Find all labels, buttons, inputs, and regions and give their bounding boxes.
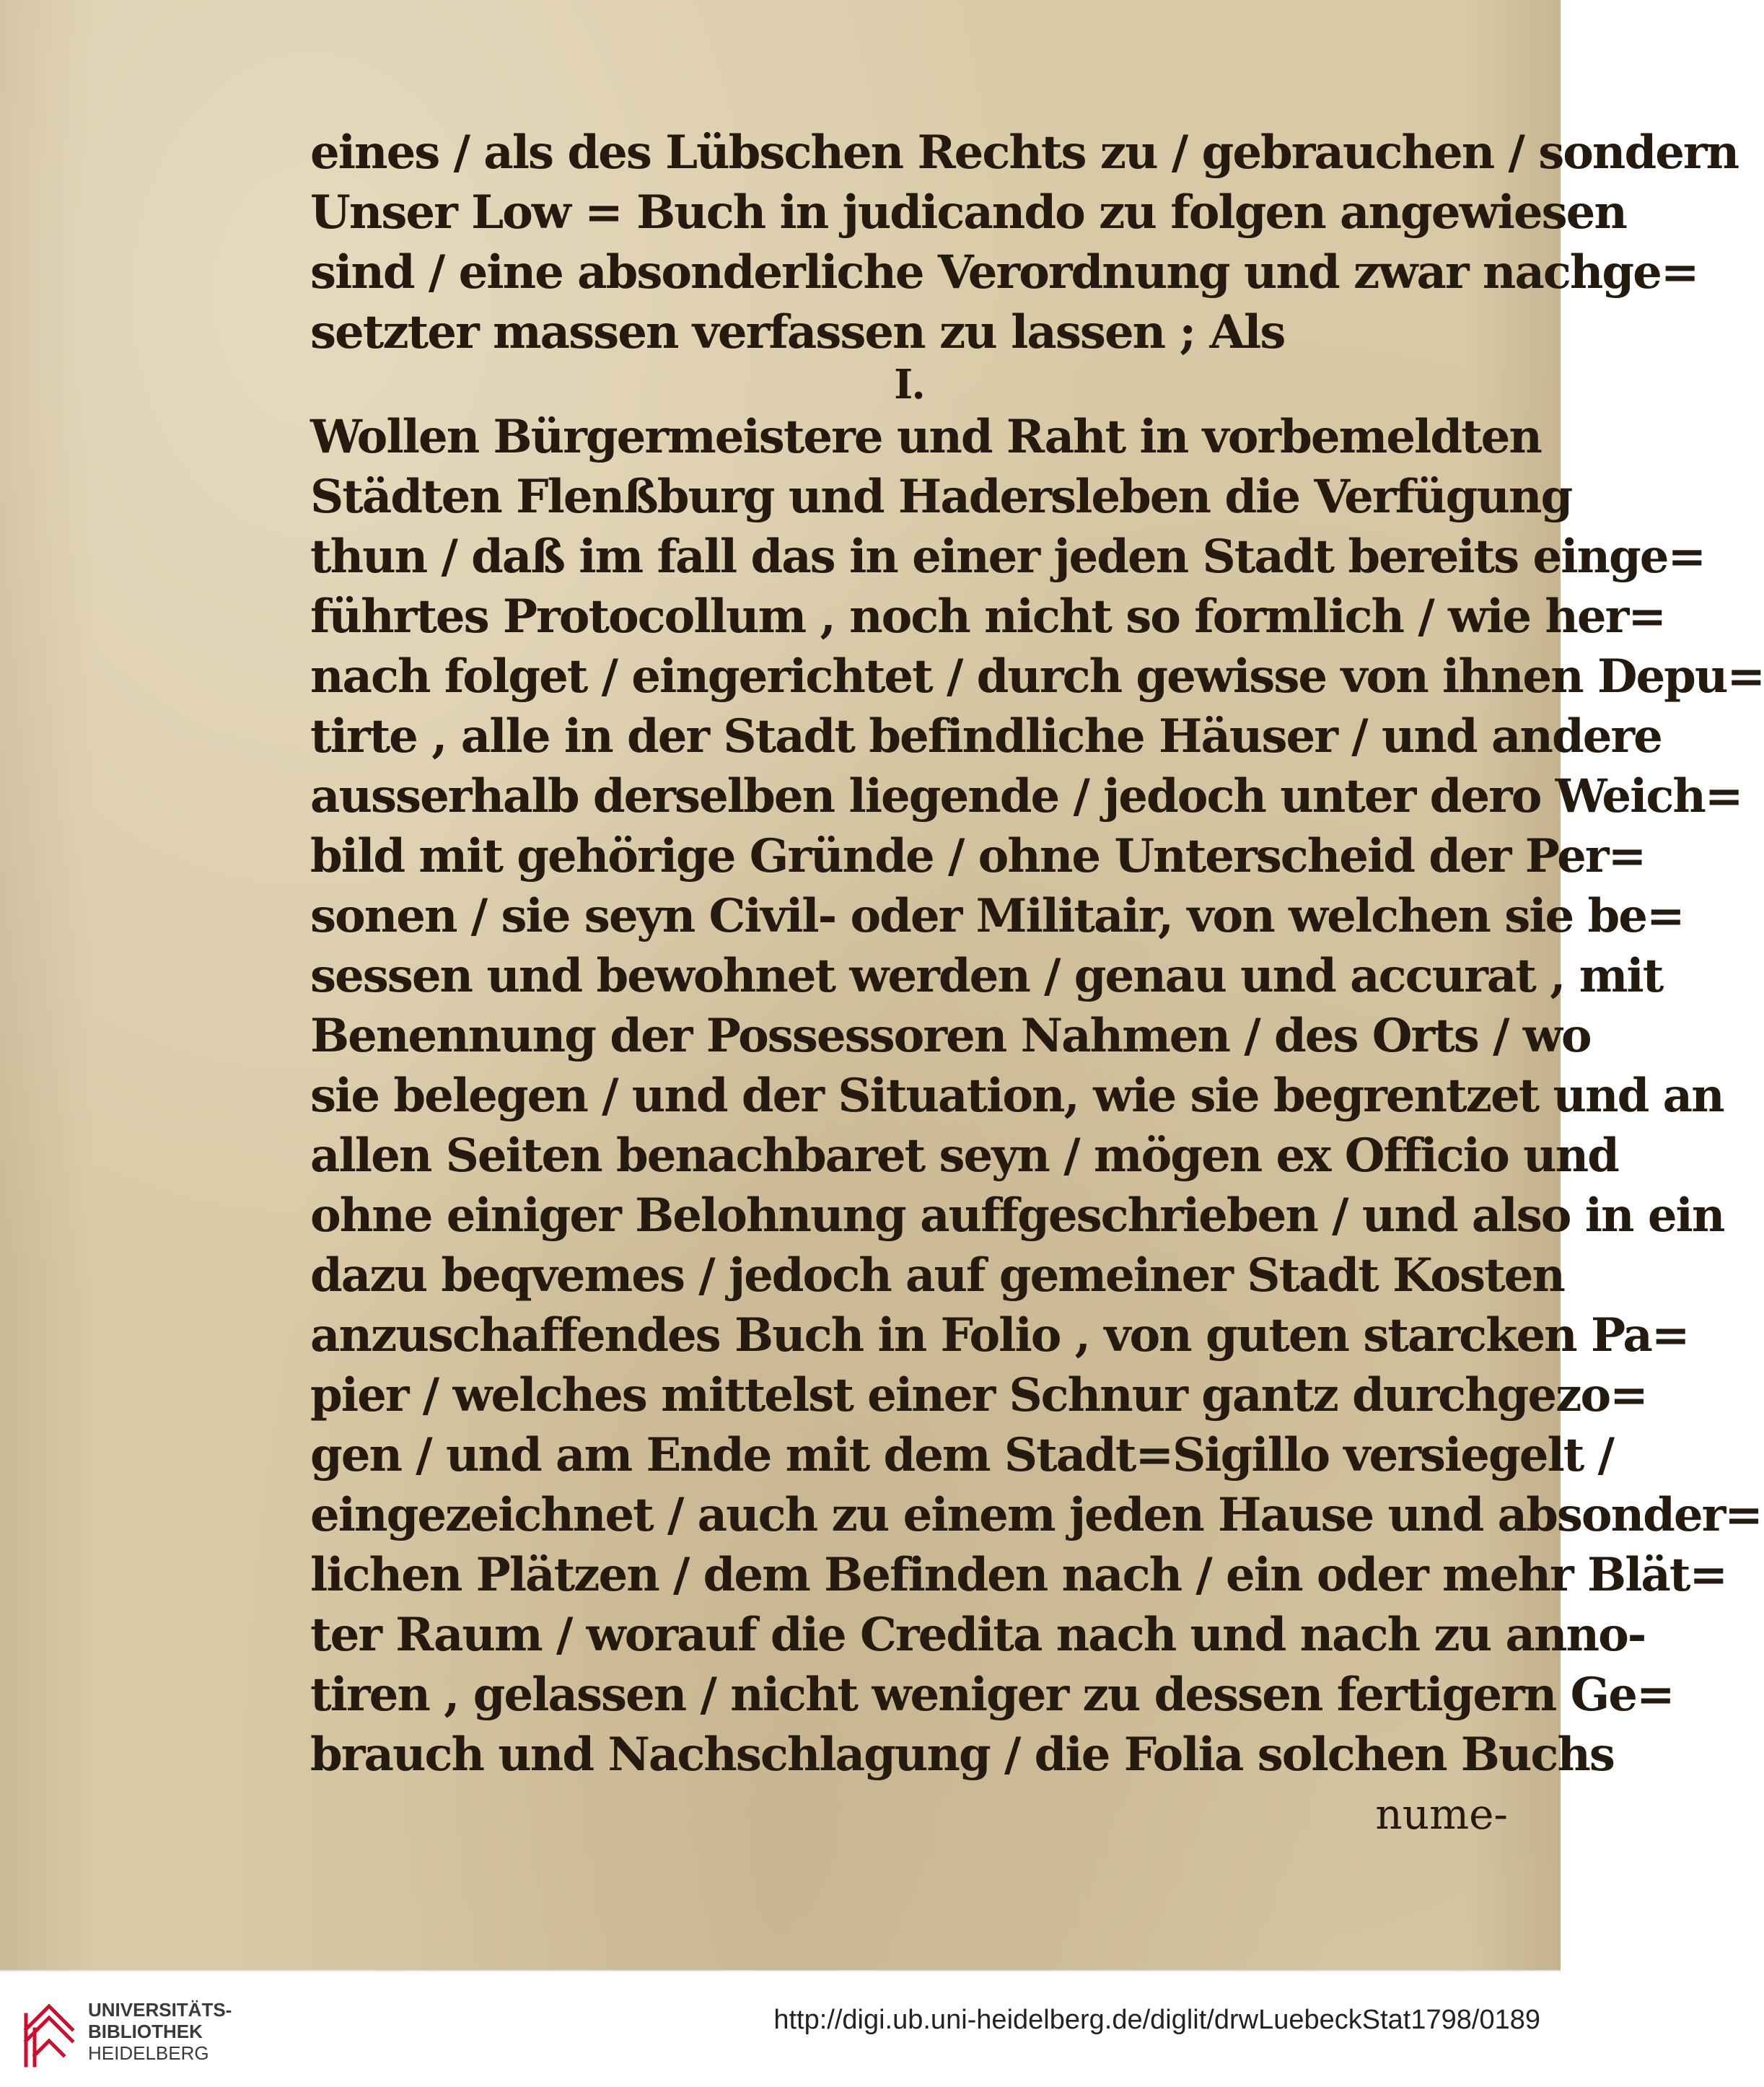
text-line-24: eingezeichnet / auch zu einem jeden Hause und absonder= [310, 1488, 1762, 1542]
library-name-line-2: BIBLIOTHEK [88, 2021, 203, 2042]
ub-heidelberg-logo-icon[interactable] [20, 1986, 79, 2071]
text-line-20: dazu beqvemes / jedoch auf gemeiner Stadt Kosten [310, 1248, 1564, 1303]
text-line-27: tiren , gelassen / nicht weniger zu dessen fertigern Ge= [310, 1668, 1674, 1722]
library-name-line-1: UNIVERSITÄTS- [88, 1999, 232, 2021]
text-line-9: führtes Protocollum , noch nicht so formlich / wie her= [310, 590, 1665, 644]
text-line-16: Benennung der Possessoren Nahmen / des Orts / wo [310, 1009, 1591, 1063]
text-line-8: thun / daß im fall das in einer jeden Stadt bereits einge= [310, 530, 1706, 584]
text-line-1: eines / als des Lübschen Rechts zu / gebrauchen / sondern [310, 126, 1739, 180]
text-line-21: anzuschaffendes Buch in Folio , von guten starcken Pa= [310, 1308, 1689, 1362]
source-url-link[interactable]: http://digi.ub.uni-heidelberg.de/diglit/drwLuebeckStat1798/0189 [773, 2005, 1540, 2035]
catchword: nume- [1375, 1790, 1508, 1839]
text-line-19: ohne einiger Belohnung auffgeschrieben / und also in ein [310, 1189, 1724, 1243]
section-number: I. [894, 361, 924, 408]
text-line-10: nach folget / eingerichtet / durch gewisse von ihnen Depu= [310, 649, 1764, 704]
library-name-line-3: HEIDELBERG [88, 2042, 209, 2064]
text-line-6: Wollen Bürgermeistere und Raht in vorbemeldten [310, 410, 1541, 464]
text-line-17: sie belegen / und der Situation, wie sie begrentzet und an [310, 1069, 1724, 1123]
text-line-26: ter Raum / worauf die Credita nach und nach zu anno- [310, 1608, 1646, 1662]
text-line-2: Unser Low = Buch in judicando zu folgen angewiesen [310, 185, 1626, 240]
text-line-28: brauch und Nachschlagung / die Folia solchen Buchs [310, 1728, 1614, 1782]
library-name[interactable] [88, 1999, 232, 2064]
footer-bar [0, 1970, 1561, 2087]
text-line-23: gen / und am Ende mit dem Stadt=Sigillo versiegelt / [310, 1428, 1613, 1482]
text-line-12: ausserhalb derselben liegende / jedoch unter dero Weich= [310, 769, 1742, 823]
text-line-18: allen Seiten benachbaret seyn / mögen ex Officio und [310, 1129, 1618, 1183]
text-line-15: sessen und bewohnet werden / genau und accurat , mit [310, 949, 1663, 1003]
text-line-11: tirte , alle in der Stadt befindliche Häuser / und andere [310, 709, 1662, 764]
text-line-22: pier / welches mittelst einer Schnur gantz durchgezo= [310, 1368, 1647, 1422]
text-line-13: bild mit gehörige Gründe / ohne Unterscheid der Per= [310, 829, 1646, 883]
text-line-25: lichen Plätzen / dem Befinden nach / ein oder mehr Blät= [310, 1548, 1727, 1602]
text-line-3: sind / eine absonderliche Verordnung und zwar nachge= [310, 245, 1698, 299]
text-line-7: Städten Flenßburg und Hadersleben die Verfügung [310, 470, 1572, 524]
text-line-14: sonen / sie seyn Civil- oder Militair, von welchen sie be= [310, 889, 1684, 943]
text-line-4: setzter massen verfassen zu lassen ; Als [310, 305, 1285, 359]
page-text [310, 123, 1764, 1845]
